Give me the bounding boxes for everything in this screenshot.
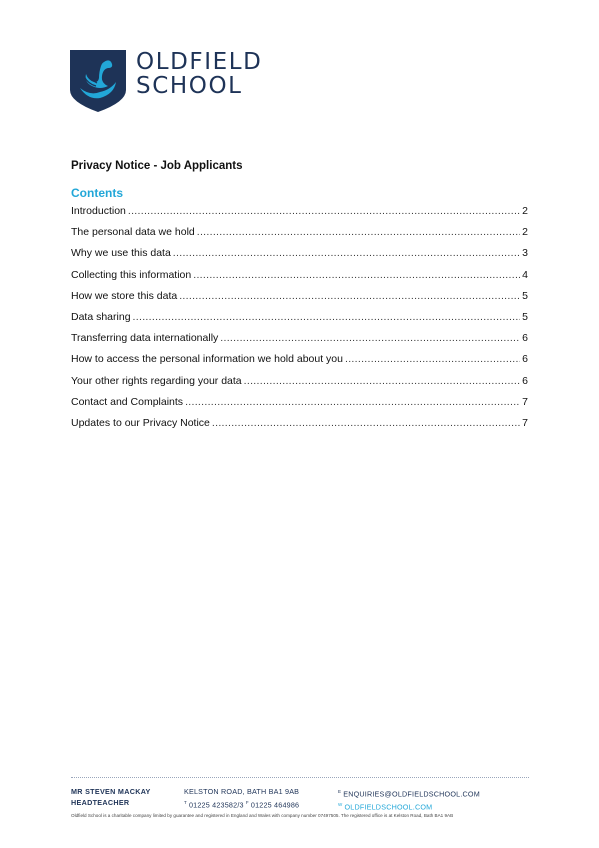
- toc-entry-page: 5: [522, 310, 528, 323]
- contents-heading: Contents: [71, 186, 123, 200]
- wordmark-line1: OLDFIELD: [136, 49, 263, 75]
- fax-number: 01225 464986: [250, 800, 300, 810]
- toc-entry[interactable]: [71, 290, 528, 311]
- toc-entry-title: Contact and Complaints: [71, 395, 184, 408]
- toc-entry-title: Introduction: [71, 205, 126, 217]
- web-line: [338, 799, 480, 812]
- toc-entry[interactable]: [71, 417, 528, 438]
- toc-entry-title: Data sharing: [71, 310, 131, 323]
- toc-entry-title: Updates to our Privacy Notice: [71, 416, 210, 429]
- website-link[interactable]: OLDFIELDSCHOOL.COM: [344, 802, 433, 812]
- toc-entry-title: Your other rights regarding your data: [71, 374, 242, 387]
- toc-entry[interactable]: [71, 311, 528, 332]
- toc-entry[interactable]: [71, 396, 528, 417]
- footer-contact: [338, 786, 480, 813]
- toc-dot-leader: [244, 375, 521, 387]
- toc-dot-leader: [133, 311, 521, 323]
- toc-dot-leader: [193, 269, 520, 281]
- toc-entry[interactable]: [71, 226, 528, 247]
- toc-entry-title: How to access the personal information we hold about you: [71, 353, 343, 366]
- toc-entry[interactable]: [71, 247, 528, 268]
- headteacher-name: MR STEVEN MACKAY: [71, 787, 151, 796]
- toc-dot-leader: [220, 332, 520, 344]
- wordmark-line2: SCHOOL: [136, 73, 243, 99]
- toc-dot-leader: [179, 290, 520, 302]
- toc-entry-page: 2: [522, 226, 528, 239]
- phone-line: [184, 797, 299, 810]
- toc-entry[interactable]: [71, 205, 528, 226]
- toc-entry-title: The personal data we hold: [71, 226, 195, 239]
- toc-entry-title: How we store this data: [71, 289, 178, 302]
- toc-entry-page: 3: [522, 247, 528, 260]
- web-label: W: [338, 802, 343, 808]
- toc-dot-leader: [173, 247, 520, 259]
- toc-entry-page: 6: [522, 332, 528, 345]
- toc-entry-title: Collecting this information: [71, 268, 192, 281]
- toc-entry-page: 4: [522, 268, 528, 281]
- document-title: Privacy Notice - Job Applicants: [71, 160, 243, 172]
- toc-entry-page: 6: [522, 374, 528, 387]
- swan-crest-icon: [70, 50, 126, 112]
- footer-address-phone: [184, 786, 299, 810]
- footer-headteacher: [71, 786, 151, 808]
- footer-divider: [71, 777, 529, 778]
- table-of-contents: [71, 205, 528, 438]
- phone-number: 01225 423582/3: [188, 800, 244, 810]
- headteacher-role: HEADTEACHER: [71, 798, 130, 807]
- school-address: KELSTON ROAD, BATH BA1 9AB: [184, 787, 300, 796]
- toc-entry-page: 6: [522, 353, 528, 366]
- email-label: E: [338, 789, 342, 794]
- toc-entry[interactable]: [71, 269, 528, 290]
- toc-entry-page: 2: [522, 205, 528, 217]
- phone-label: T: [184, 800, 187, 805]
- toc-dot-leader: [212, 417, 520, 429]
- toc-entry[interactable]: [71, 375, 528, 396]
- toc-entry-page: 5: [522, 289, 528, 302]
- toc-entry[interactable]: [71, 332, 528, 353]
- toc-entry[interactable]: [71, 353, 528, 374]
- toc-dot-leader: [197, 226, 520, 238]
- email-line: [338, 786, 480, 799]
- school-wordmark: [136, 50, 263, 98]
- toc-entry-page: 7: [522, 395, 528, 408]
- fax-label: F: [245, 800, 249, 805]
- toc-dot-leader: [128, 205, 520, 217]
- email-link[interactable]: ENQUIRIES@OLDFIELDSCHOOL.COM: [343, 789, 480, 799]
- toc-entry-page: 7: [522, 416, 528, 429]
- toc-entry-title: Why we use this data: [71, 247, 171, 260]
- toc-dot-leader: [345, 353, 520, 365]
- toc-entry-title: Transferring data internationally: [71, 332, 219, 345]
- school-logo: [70, 50, 290, 114]
- toc-dot-leader: [185, 396, 520, 408]
- footer-legal-text: Oldfield School is a charitable company limited by guarantee and registered in England and Wales with company number 07497505. The registered office is at Kelston Road, Bath BA1 9AB: [71, 813, 454, 818]
